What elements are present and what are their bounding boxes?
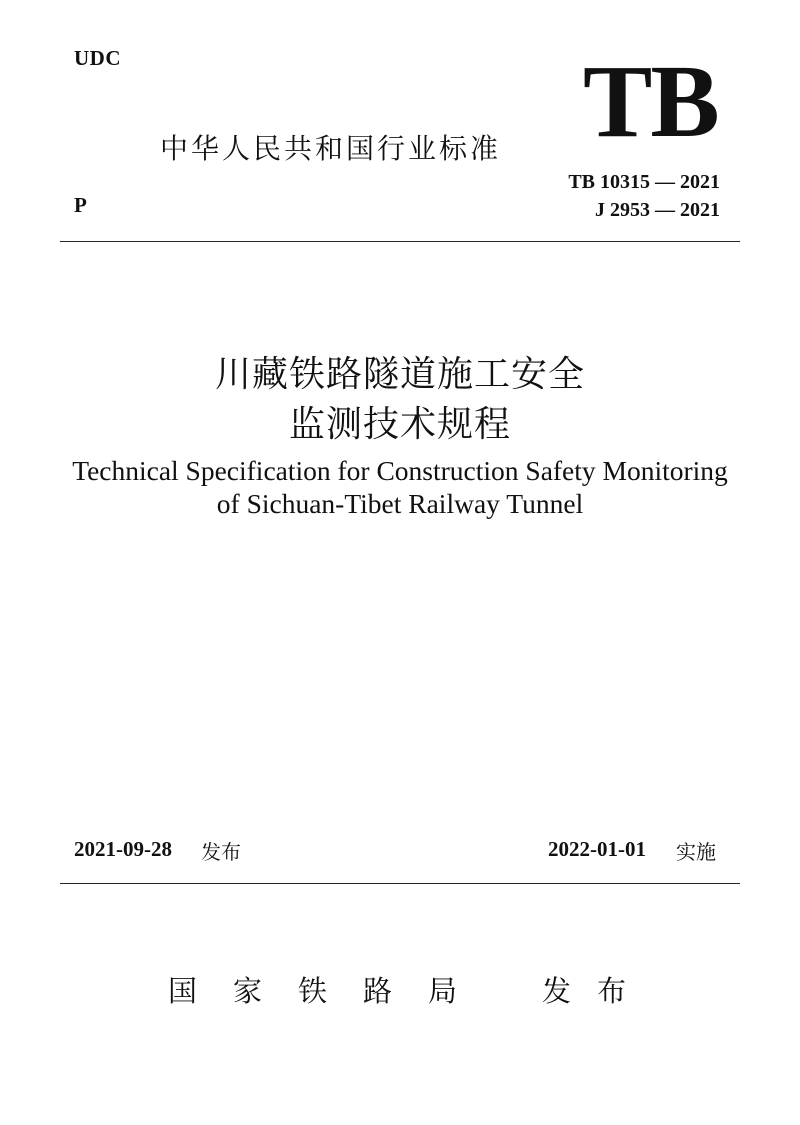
implementation-date: 2022-01-01	[548, 837, 646, 861]
issuer-name: 国家铁路局	[168, 974, 494, 1008]
record-code: J 2953 — 2021	[595, 199, 720, 221]
top-divider	[60, 241, 740, 242]
issuer-action: 发布	[542, 974, 653, 1008]
bottom-divider	[60, 883, 740, 884]
title-en-line2: of Sichuan-Tibet Railway Tunnel	[216, 488, 584, 519]
implementation-label: 实施	[676, 840, 716, 864]
title-en-line1: Technical Specification for Construction Safety Monitoring	[72, 455, 728, 486]
standard-code: TB 10315 — 2021	[568, 171, 720, 193]
classification-code: P	[74, 193, 87, 217]
issue-date: 2021-09-28	[74, 837, 172, 861]
title-cn-line1: 川藏铁路隧道施工安全	[214, 354, 585, 395]
issue-label: 发布	[201, 840, 241, 864]
udc-label: UDC	[74, 46, 121, 70]
title-cn-line2: 监测技术规程	[288, 404, 511, 445]
tb-logo: TB	[583, 44, 718, 159]
standard-category: 中华人民共和国行业标准	[160, 132, 502, 165]
